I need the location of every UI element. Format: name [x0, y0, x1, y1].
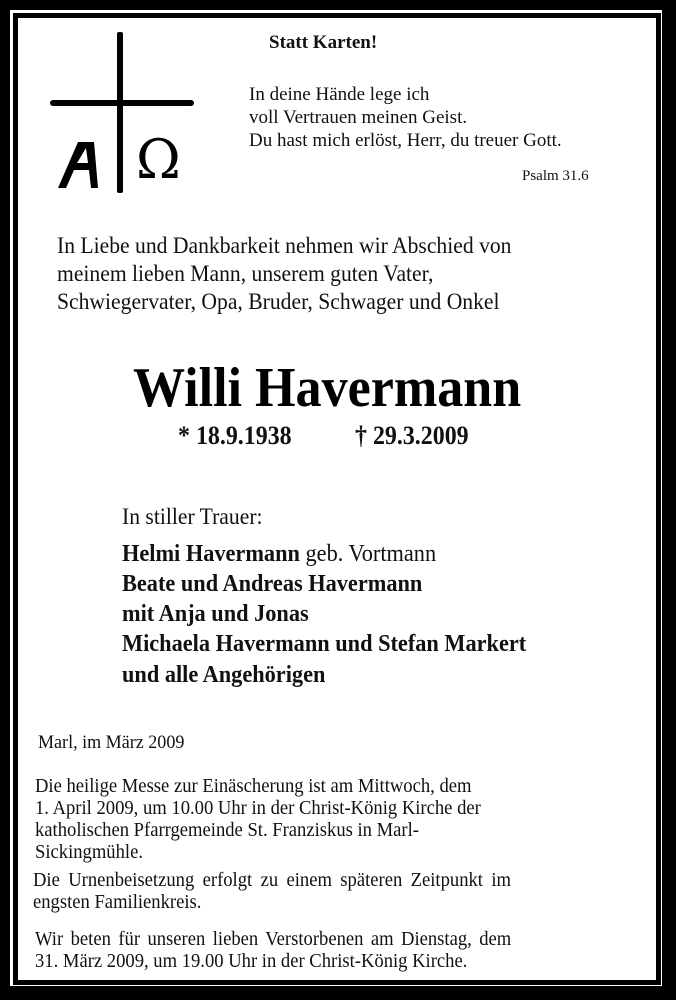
- mass-line-4: Sickingmühle.: [35, 841, 143, 863]
- prayer-line-2: 31. März 2009, um 19.00 Uhr in der Christ-König Kirche.: [35, 950, 468, 972]
- verse-line-1: In deine Hände lege ich: [249, 84, 430, 105]
- verse-source: Psalm 31.6: [522, 168, 589, 184]
- birth-date: * 18.9.1938: [178, 421, 292, 450]
- mourner-line-3: mit Anja und Jonas: [122, 601, 309, 627]
- burial-line-2: engsten Familienkreis.: [33, 891, 202, 913]
- mourner-maiden-name: geb. Vortmann: [299, 541, 437, 567]
- mourner-line-4: Michaela Havermann und Stefan Markert: [122, 631, 527, 657]
- mourner-line-2: Beate und Andreas Havermann: [122, 571, 423, 597]
- header-statt-karten: Statt Karten!: [269, 32, 378, 53]
- intro-line-2: meinem lieben Mann, unserem guten Vater,: [57, 261, 434, 286]
- mourner-line-1: [122, 540, 436, 569]
- prayer-line-1: Wir beten für unseren lieben Verstorbenen am Dienstag, dem: [35, 928, 512, 950]
- mourner-name: Helmi Havermann: [122, 541, 300, 567]
- cross-alpha-omega-icon: [48, 30, 198, 195]
- mourning-label: In stiller Trauer:: [122, 504, 263, 529]
- deceased-name: Willi Havermann: [133, 357, 522, 419]
- mass-line-1: Die heilige Messe zur Einäscherung ist am Mittwoch, dem: [35, 775, 472, 797]
- death-date: † 29.3.2009: [355, 421, 469, 450]
- omega-glyph: Ω: [136, 128, 181, 191]
- mourner-line-5: und alle Angehörigen: [122, 662, 326, 688]
- intro-line-3: Schwiegervater, Opa, Bruder, Schwager und Onkel: [57, 289, 500, 314]
- place-date: Marl, im März 2009: [38, 732, 185, 753]
- verse-line-2: voll Vertrauen meinen Geist.: [249, 107, 468, 128]
- verse-line-3: Du hast mich erlöst, Herr, du treuer Gott.: [249, 130, 562, 151]
- mass-line-2: 1. April 2009, um 10.00 Uhr in der Christ-König Kirche der: [35, 797, 481, 819]
- intro-line-1: In Liebe und Dankbarkeit nehmen wir Abschied von: [57, 233, 512, 258]
- mass-line-3: katholischen Pfarrgemeinde St. Franziskus in Marl-: [35, 819, 419, 841]
- burial-line-1: Die Urnenbeisetzung erfolgt zu einem späteren Zeitpunkt im: [33, 869, 511, 891]
